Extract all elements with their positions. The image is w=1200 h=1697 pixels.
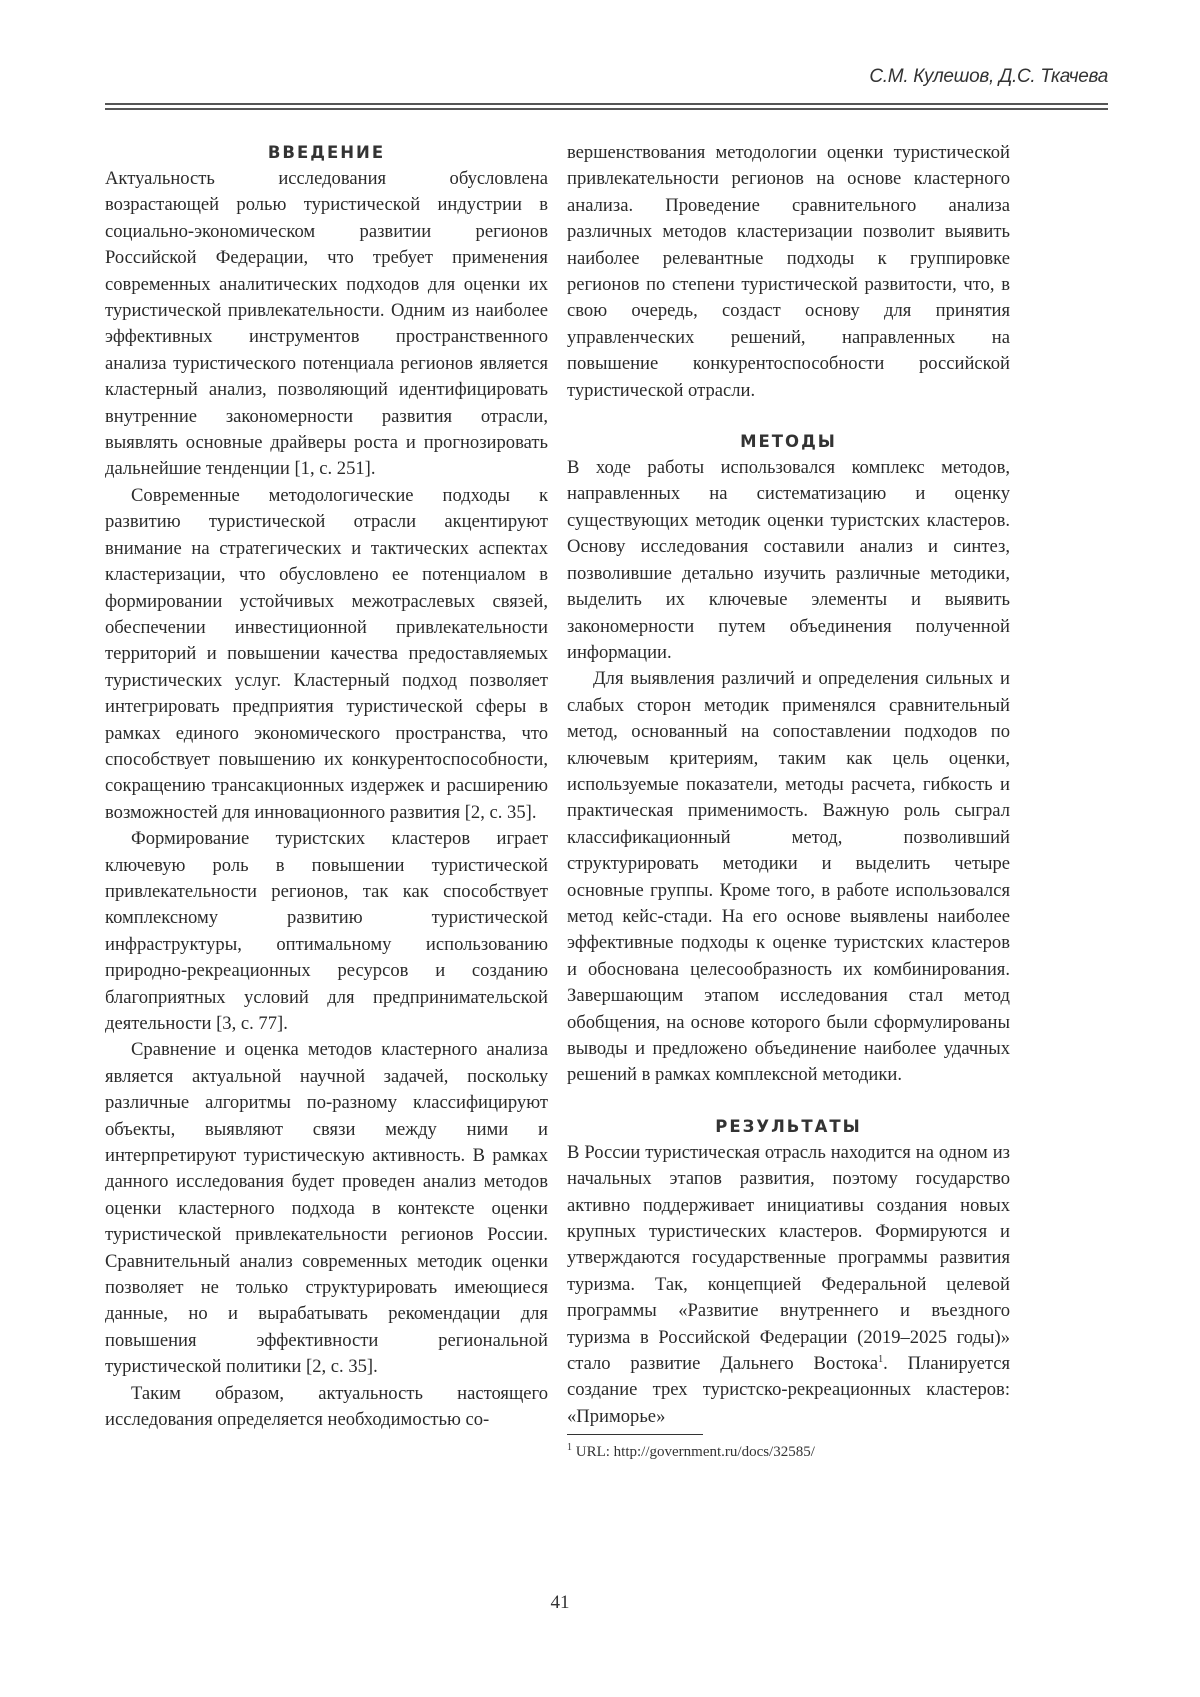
left-column [105, 140, 548, 1434]
section-title-results: РЕЗУЛЬТАТЫ [567, 1114, 1010, 1140]
section-title-intro: ВВЕДЕНИЕ [105, 140, 548, 166]
paragraph-continuation: вершенствования методологии оценки туристической привлекательности регионов на основе кластерного анализа. Проведение сравнительного анализа различных методов кластеризации позволит выявить наиболее релевантные подходы к группировке регионов по степени туристической развитости, что, в свою очередь, создаст основу для принятия управленческих решений, направленных на повышение конкурентоспособности российской туристической отрасли. [567, 140, 1010, 404]
paragraph [567, 1140, 1010, 1430]
paragraph: Современные методологические подходы к развитию туристической отрасли акцентируют внимание на стратегических и тактических аспектах кластеризации, что обусловлено ее потенциалом в формировании устойчивых межотраслевых связей, обеспечении инвестиционной привлекательности территорий и повышении качества предоставляемых туристических услуг. Кластерный подход позволяет интегрировать предприятия туристической сферы в рамках единого экономического пространства, что способствует повышению их конкурентоспособности, сокращению трансакционных издержек и расширению возможностей для инновационного развития [2, с. 35]. [105, 483, 548, 826]
footnote [567, 1444, 815, 1461]
right-column [567, 140, 1010, 1430]
paragraph: Таким образом, актуальность настоящего исследования определяется необходимостью со- [105, 1381, 548, 1434]
footnote-rule [567, 1434, 703, 1435]
paragraph: Для выявления различий и определения сильных и слабых сторон методик применялся сравнительный метод, основанный на сопоставлении подходов по ключевым критериям, таким как цель оценки, используемые показатели, методы расчета, гибкость и практическая применимость. Важную роль сыграл классификационный метод, позволивший структурировать методики и выделить четыре основные группы. Кроме того, в работе использовался метод кейс-стади. На его основе выявлены наиболее эффективные подходы к оценке туристских кластеров и обоснована целесообразность их комбинирования. Завершающим этапом исследования стал метод обобщения, на основе которого были сформулированы выводы и предложено объединение наиболее удачных решений в рамках комплексной методики. [567, 666, 1010, 1089]
running-header-authors: С.М. Кулешов, Д.С. Ткачева [869, 66, 1108, 88]
paragraph-text: . Планируется создание трех туристско-рекреационных кластеров: «Приморье» [567, 1353, 1010, 1427]
header-double-rule [105, 103, 1108, 110]
paragraph-text: В России туристическая отрасль находится на одном из начальных этапов развития, поэтому государство активно поддерживает инициативы создания новых крупных туристических кластеров. Формируются и утверждаются государственные программы развития туризма. Так, концепцией Федеральной целевой программы «Развитие внутреннего и въездного туризма в Российской Федерации (2019–2025 годы)» стало развитие Дальнего Востока [567, 1142, 1010, 1374]
paragraph: Сравнение и оценка методов кластерного анализа является актуальной научной задачей, поскольку различные алгоритмы по-разному классифицируют объекты, выявляют связи между ними и интерпретируют туристическую активность. В рамках данного исследования будет проведен анализ методов оценки кластерного подхода в контексте оценки туристической привлекательности регионов России. Сравнительный анализ современных методик оценки позволяет не только структурировать имеющиеся данные, но и вырабатывать рекомендации для повышения эффективности региональной туристической политики [2, с. 35]. [105, 1037, 548, 1380]
page-number: 41 [540, 1592, 580, 1614]
paragraph: В ходе работы использовался комплекс методов, направленных на систематизацию и оценку существующих методик оценки туристских кластеров. Основу исследования составили анализ и синтез, позволившие детально изучить различные методики, выделить их ключевые элементы и выявить закономерности путем объединения полученной информации. [567, 455, 1010, 666]
paragraph: Актуальность исследования обусловлена возрастающей ролью туристической индустрии в социально-экономическом развитии регионов Российской Федерации, что требует применения современных аналитических подходов для оценки их туристической привлекательности. Одним из наиболее эффективных инструментов пространственного анализа туристического потенциала регионов является кластерный анализ, позволяющий идентифицировать внутренние закономерности развития отрасли, выявлять основные драйверы роста и прогнозировать дальнейшие тенденции [1, с. 251]. [105, 166, 548, 483]
footnote-number: 1 [567, 1442, 572, 1453]
paragraph: Формирование туристских кластеров играет ключевую роль в повышении туристической привлекательности регионов, так как способствует комплексному развитию туристической инфраструктуры, оптимальному использованию природно-рекреационных ресурсов и созданию благоприятных условий для предпринимательской деятельности [3, с. 77]. [105, 826, 548, 1037]
footnote-text: URL: http://government.ru/docs/32585/ [572, 1444, 815, 1460]
footnote-ref: 1 [878, 1354, 883, 1365]
section-title-methods: МЕТОДЫ [567, 429, 1010, 455]
